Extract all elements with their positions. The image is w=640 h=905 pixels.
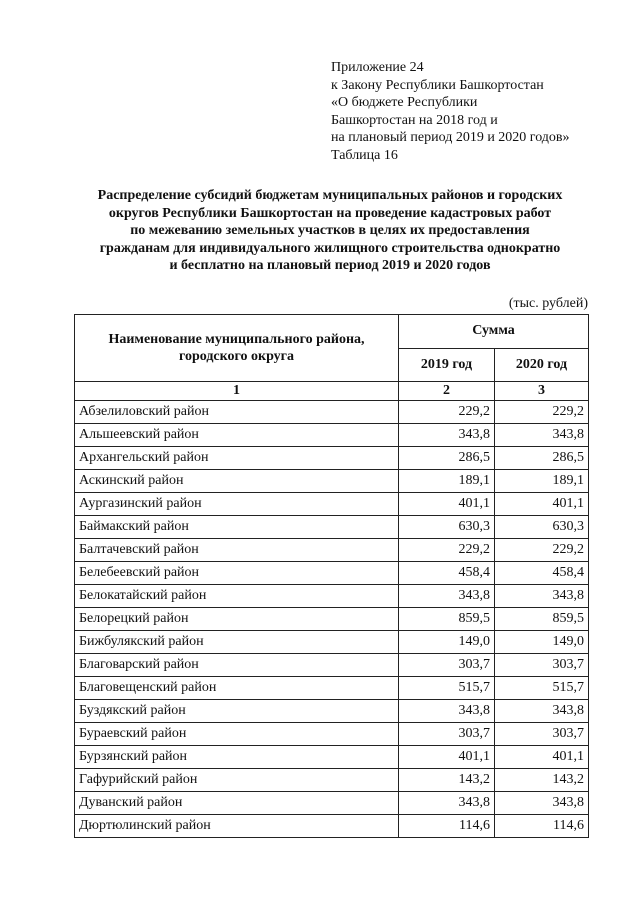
amount-2019-cell: 343,8: [399, 700, 495, 723]
amount-2019-cell: 401,1: [399, 746, 495, 769]
amount-2020-cell: 515,7: [495, 677, 589, 700]
amount-2019-cell: 286,5: [399, 447, 495, 470]
title-line: и бесплатно на плановый период 2019 и 2020 годов: [169, 258, 491, 273]
amount-2019-cell: 515,7: [399, 677, 495, 700]
appendix-line: Приложение 24: [331, 60, 424, 75]
table-row: [75, 792, 589, 815]
amount-2020-cell: 114,6: [495, 815, 589, 838]
amount-2019-cell: 859,5: [399, 608, 495, 631]
column-number-2: 2: [399, 382, 495, 401]
title-line: Распределение субсидий бюджетам муниципальных районов и городских: [97, 188, 563, 203]
amount-2019-cell: 303,7: [399, 654, 495, 677]
amount-2019-cell: 114,6: [399, 815, 495, 838]
table-row: [75, 562, 589, 585]
amount-2020-cell: 229,2: [495, 539, 589, 562]
amount-2020-cell: 286,5: [495, 447, 589, 470]
district-name-cell: Архангельский район: [75, 447, 399, 470]
column-header-2020: 2020 год: [495, 348, 589, 382]
amount-2019-cell: 343,8: [399, 585, 495, 608]
amount-2020-cell: 401,1: [495, 746, 589, 769]
district-name-cell: Альшеевский район: [75, 424, 399, 447]
appendix-line: «О бюджете Республики: [331, 95, 478, 110]
amount-2020-cell: 630,3: [495, 516, 589, 539]
table-row: [75, 401, 589, 424]
column-number-1: 1: [75, 382, 399, 401]
district-name-cell: Бурзянский район: [75, 746, 399, 769]
amount-2020-cell: 343,8: [495, 585, 589, 608]
column-header-2019: 2019 год: [399, 348, 495, 382]
table-header: [75, 315, 589, 401]
table-row: [75, 700, 589, 723]
appendix-line: на плановый период 2019 и 2020 годов»: [331, 130, 570, 145]
appendix-block: [331, 59, 570, 164]
district-name-cell: Дюртюлинский район: [75, 815, 399, 838]
district-name-cell: Бураевский район: [75, 723, 399, 746]
title-line: по межеванию земельных участков в целях их предоставления: [130, 223, 530, 238]
appendix-line: к Закону Республики Башкортостан: [331, 77, 544, 93]
amount-2019-cell: 630,3: [399, 516, 495, 539]
amount-2019-cell: 229,2: [399, 401, 495, 424]
table-row: [75, 608, 589, 631]
title-line: округов Республики Башкортостан на проведение кадастровых работ: [108, 205, 552, 221]
table-row: [75, 493, 589, 516]
amount-2019-cell: 343,8: [399, 792, 495, 815]
table-row: [75, 631, 589, 654]
table-row: [75, 585, 589, 608]
district-name-cell: Баймакский район: [75, 516, 399, 539]
table-row: [75, 677, 589, 700]
amount-2019-cell: 149,0: [399, 631, 495, 654]
table-row: [75, 424, 589, 447]
district-name-cell: Аургазинский район: [75, 493, 399, 516]
amount-2019-cell: 229,2: [399, 539, 495, 562]
district-name-cell: Бижбулякский район: [75, 631, 399, 654]
amount-2020-cell: 143,2: [495, 769, 589, 792]
table-row: [75, 815, 589, 838]
amount-2020-cell: 859,5: [495, 608, 589, 631]
subsidy-table: [74, 314, 589, 838]
title-line: гражданам для индивидуального жилищного строительства однократно: [99, 240, 561, 256]
appendix-line: Башкортостан на 2018 год и: [331, 112, 498, 128]
column-header-name: [75, 315, 399, 382]
column-number-3: 3: [495, 382, 589, 401]
district-name-cell: Благовещенский район: [75, 677, 399, 700]
district-name-cell: Гафурийский район: [75, 769, 399, 792]
amount-2020-cell: 229,2: [495, 401, 589, 424]
amount-2020-cell: 303,7: [495, 723, 589, 746]
amount-2019-cell: 303,7: [399, 723, 495, 746]
table-row: [75, 516, 589, 539]
table-row: [75, 769, 589, 792]
table-row: [75, 654, 589, 677]
amount-2020-cell: 401,1: [495, 493, 589, 516]
table-row: [75, 470, 589, 493]
district-name-cell: Белокатайский район: [75, 585, 399, 608]
amount-2020-cell: 343,8: [495, 424, 589, 447]
district-name-cell: Балтачевский район: [75, 539, 399, 562]
column-header-sum: Сумма: [399, 315, 589, 349]
document-title: [60, 187, 600, 275]
district-name-cell: Белебеевский район: [75, 562, 399, 585]
units-label: (тыс. рублей): [508, 296, 588, 311]
amount-2019-cell: 143,2: [399, 769, 495, 792]
amount-2019-cell: 343,8: [399, 424, 495, 447]
column-header-name-line1: Наименование муниципального района,: [108, 332, 365, 347]
amount-2019-cell: 458,4: [399, 562, 495, 585]
district-name-cell: Аскинский район: [75, 470, 399, 493]
district-name-cell: Дуванский район: [75, 792, 399, 815]
district-name-cell: Абзелиловский район: [75, 401, 399, 424]
district-name-cell: Благоварский район: [75, 654, 399, 677]
amount-2019-cell: 401,1: [399, 493, 495, 516]
district-name-cell: Буздякский район: [75, 700, 399, 723]
amount-2020-cell: 149,0: [495, 631, 589, 654]
amount-2019-cell: 189,1: [399, 470, 495, 493]
amount-2020-cell: 458,4: [495, 562, 589, 585]
table-body: [75, 401, 589, 838]
table-row: [75, 723, 589, 746]
amount-2020-cell: 343,8: [495, 792, 589, 815]
table-row: [75, 746, 589, 769]
amount-2020-cell: 303,7: [495, 654, 589, 677]
table-row: [75, 539, 589, 562]
amount-2020-cell: 343,8: [495, 700, 589, 723]
column-header-name-line2: городского округа: [178, 349, 295, 364]
table-row: [75, 447, 589, 470]
table-number: Таблица 16: [331, 147, 398, 163]
district-name-cell: Белорецкий район: [75, 608, 399, 631]
amount-2020-cell: 189,1: [495, 470, 589, 493]
